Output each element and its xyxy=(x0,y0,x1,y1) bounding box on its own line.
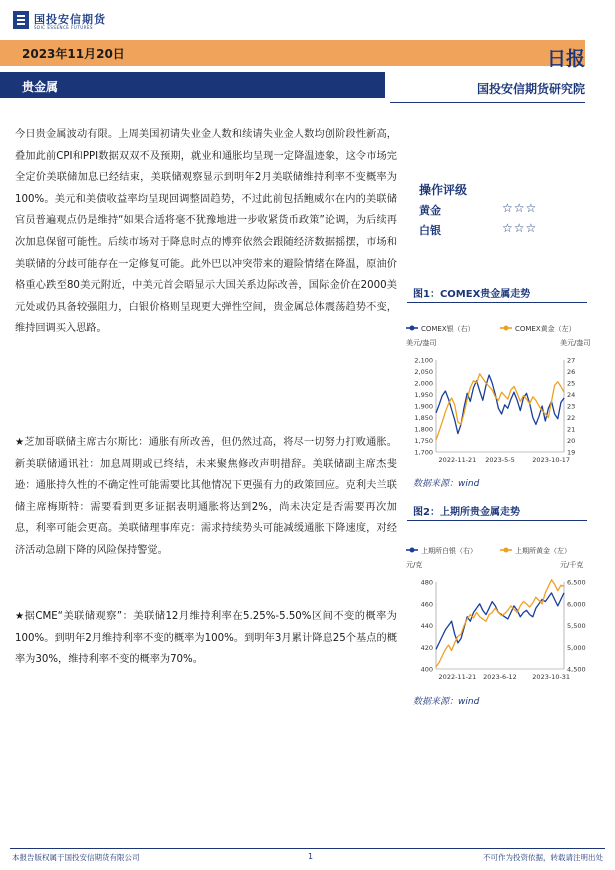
left-tick-label: 1,950 xyxy=(414,391,433,399)
left-tick-label: 1,750 xyxy=(414,437,433,445)
left-tick-label: 2,000 xyxy=(414,379,433,388)
footer-copyright: 本报告版权属于国投安信期货有限公司 xyxy=(12,853,140,862)
x-tick-label: 2023-6-12 xyxy=(483,673,517,681)
right-tick-label: 25 xyxy=(567,379,576,388)
left-tick-label: 1,700 xyxy=(414,448,433,457)
series-line-gold xyxy=(436,374,564,440)
figure-1-title: 图1：COMEX贵金属走势 xyxy=(413,289,531,300)
comex-chart xyxy=(400,318,590,468)
right-tick-label: 21 xyxy=(567,425,576,434)
figure-1-divider xyxy=(407,302,587,303)
logo-english-text: SDIC ESSENCE FUTURES xyxy=(34,25,94,30)
series-line-gold xyxy=(436,580,564,667)
right-tick-label: 20 xyxy=(567,437,576,445)
figure-1-source: 数据来源：wind xyxy=(413,479,480,489)
right-axis-unit: 美元/盎司 xyxy=(560,339,590,347)
footer-disclaimer: 不可作为投资依据，转载请注明出处 xyxy=(483,853,603,862)
right-tick-label: 5,500 xyxy=(567,622,586,630)
right-tick-label: 24 xyxy=(567,391,576,399)
right-tick-label: 4,500 xyxy=(567,665,586,674)
right-axis-unit: 元/千克 xyxy=(560,561,584,569)
x-tick-label: 2022-11-21 xyxy=(438,673,477,681)
report-date: 2023年11月20日 xyxy=(22,47,125,61)
legend-dot-silver xyxy=(410,326,415,331)
right-tick-label: 5,000 xyxy=(567,643,586,652)
paragraph-1: 今日贵金属波动有限。上周美国初请失业金人数和续请失业金人数均创阶段性新高，叠加此前CPI和PPI数据双双不及预期，就业和通胀均呈现一定降温迹象，这令市场完全定价美联储加息已经结束，美联储观察显示到明年2月美联储维持利率不变概率为100%。美元和美债收益率均呈现回调整固趋势，不过此前包括鲍威尔在内的美联储官员普遍观点仍是维持“如果合适将毫不犹豫地进一步收紧货币政策”论调，为后续再次加息保留可能性。后续市场对于降息时点的博弈依然会跟随经济数据摇摆，市场和美联储的分歧可能存在一定修复可能。此外巴以冲突带来的避险情绪在降温，原油价格重心跌至80美元附近，中美元首会晤显示大国关系边际改善，国际金价在2000美元处或仍具备较强阻力，白银价格则呈现更大弹性空间，贵金属总体震荡趋势不变，维持回调买入思路。 xyxy=(15,129,397,335)
left-axis-unit: 元/克 xyxy=(406,561,423,569)
left-tick-label: 480 xyxy=(420,578,433,587)
series-line-silver xyxy=(436,375,564,434)
x-tick-label: 2023-5-5 xyxy=(485,456,515,464)
legend-dot-gold xyxy=(504,548,509,553)
rating-title: 操作评级 xyxy=(419,183,468,197)
rating-silver-stars: ☆☆☆ xyxy=(502,221,538,235)
left-tick-label: 1,900 xyxy=(414,402,433,411)
legend-dot-gold xyxy=(504,326,509,331)
legend-label-silver: 上期所白银（右） xyxy=(421,547,477,555)
right-tick-label: 26 xyxy=(567,368,576,376)
legend-dot-silver xyxy=(410,548,415,553)
institute-name: 国投安信期货研究院 xyxy=(476,82,585,96)
rating-gold-name: 黄金 xyxy=(419,204,441,217)
paragraph-2: ★芝加哥联储主席古尔斯比：通胀有所改善，但仍然过高，将尽一切努力打败通胀。新美联储通讯社：加息周期或已终结，未来聚焦修改声明措辞。美联储副主席杰斐逊：通胀持久性的不确定性可能需要比其他情况下更强有力的政策回应。克利夫兰联储主席梅斯特：需要看到更多证据表明通胀将达到2%，尚未决定是否需要再次加息，利率可能会更高。美联储理事库克：需求持续势头可能减缓通胀下降速度，对经济活动急剧下降的风险保持警觉。 xyxy=(15,437,397,556)
sector-label: 贵金属 xyxy=(22,80,59,94)
legend-label-gold: COMEX黄金（左） xyxy=(515,325,576,333)
rating-silver-name: 白银 xyxy=(419,224,441,237)
left-tick-label: 2,050 xyxy=(414,368,433,376)
paragraph-3: ★据CME“美联储观察”：美联储12月维持利率在5.25%-5.50%区间不变的概率为100%。到明年2月维持利率不变的概率为100%。到明年3月累计降息25个基点的概率为30%，维持利率不变的概率为70%。 xyxy=(15,611,397,666)
x-tick-label: 2023-10-17 xyxy=(532,456,571,464)
left-tick-label: 1,800 xyxy=(414,425,433,434)
company-logo-icon xyxy=(12,10,30,30)
left-tick-label: 2,100 xyxy=(414,356,433,365)
figure-2-source: 数据来源：wind xyxy=(413,697,480,707)
left-tick-label: 420 xyxy=(420,643,433,652)
left-axis-unit: 美元/盎司 xyxy=(406,339,437,347)
header-divider xyxy=(390,102,585,103)
right-tick-label: 6,500 xyxy=(567,578,586,587)
figure-2-title: 图2：上期所贵金属走势 xyxy=(413,507,520,518)
legend-label-gold: 上期所黄金（左） xyxy=(515,547,571,555)
x-tick-label: 2023-10-31 xyxy=(532,673,571,681)
left-tick-label: 1,850 xyxy=(414,414,433,422)
legend-label-silver: COMEX银（右） xyxy=(421,325,475,333)
left-tick-label: 460 xyxy=(420,600,433,609)
page-number: 1 xyxy=(308,852,314,861)
left-tick-label: 400 xyxy=(420,665,433,674)
report-type: 日报 xyxy=(546,48,585,70)
footer-divider xyxy=(10,848,605,849)
left-tick-label: 440 xyxy=(420,622,433,630)
right-tick-label: 19 xyxy=(567,448,576,457)
right-tick-label: 23 xyxy=(567,402,576,411)
x-tick-label: 2022-11-21 xyxy=(438,456,477,464)
right-tick-label: 27 xyxy=(567,356,576,365)
shfe-chart xyxy=(400,540,590,685)
figure-2-divider xyxy=(407,520,587,521)
right-tick-label: 22 xyxy=(567,414,576,422)
rating-gold-stars: ☆☆☆ xyxy=(502,201,538,215)
right-tick-label: 6,000 xyxy=(567,600,586,609)
logo-text: 国投安信期货 xyxy=(34,13,106,26)
